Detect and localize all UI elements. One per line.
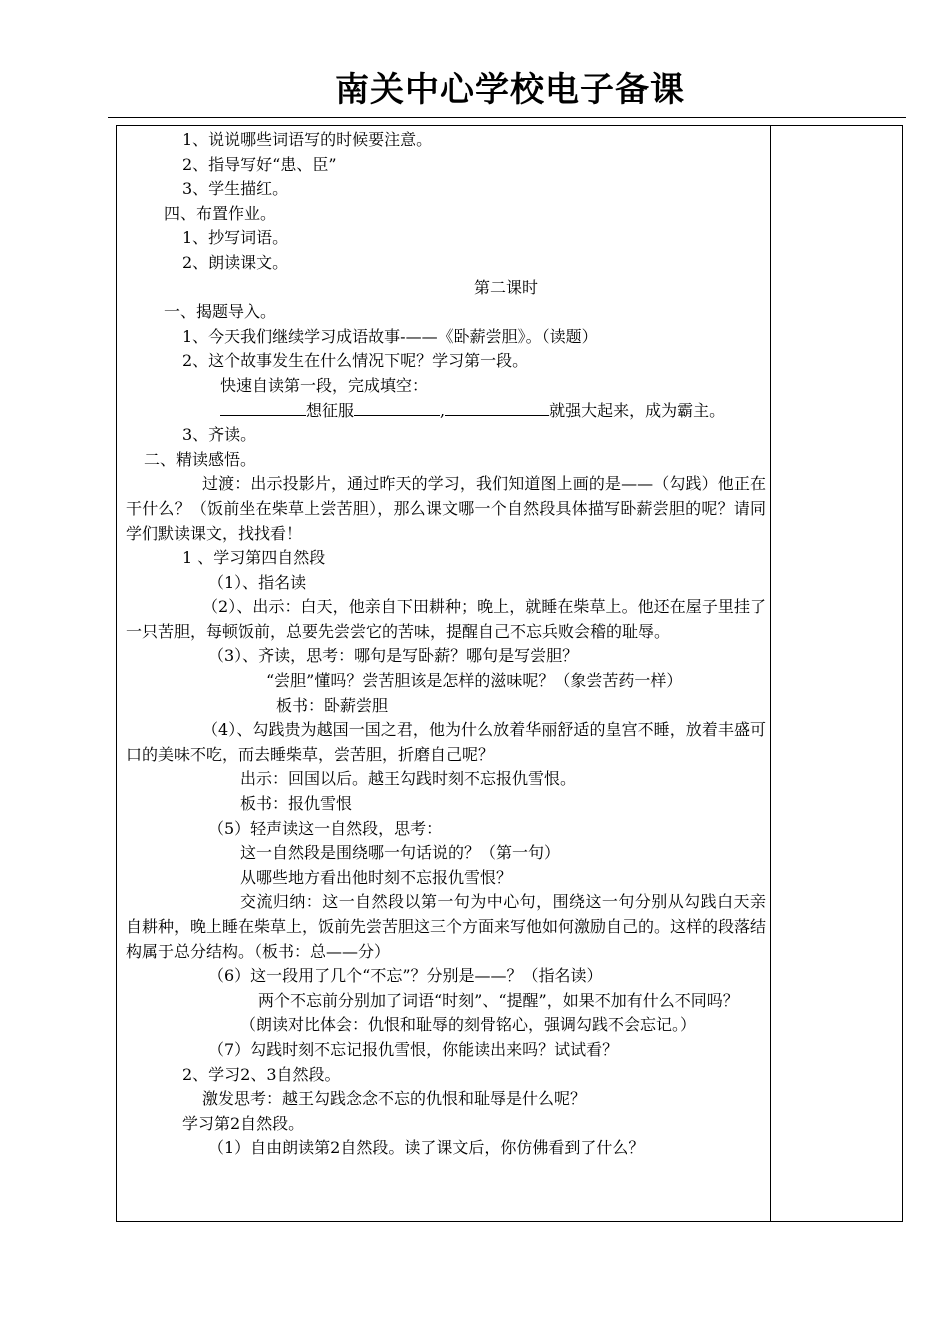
lesson-content [126,128,766,1161]
blank [354,399,440,416]
blank [220,399,306,416]
text-line: 2、学习2、3自然段。 [182,1064,341,1084]
section-heading: 一、揭题导入。 [164,302,277,322]
text-line: 1、抄写词语。 [182,228,289,248]
text-line: 2、指导写好“患、臣” [182,154,337,174]
text-line: 学习第2自然段。 [182,1113,305,1133]
board-note: 板书：报仇雪恨 [240,794,353,814]
page-title: 南关中心学校电子备课 [335,70,685,110]
paragraph: （2）、出示：白天，他亲自下田耕种；晚上，就睡在柴草上。他还在屋子里挂了一只苦胆，每顿饭前，总要先尝尝它的苦味，提醒自己不忘兵败会稽的耻辱。 [126,597,766,641]
column-divider [770,126,771,1221]
text-line: 快速自读第一段，完成填空： [220,375,429,395]
text-line: （3）、齐读，思考：哪句是写卧薪？哪句是写尝胆？ [208,646,579,666]
paragraph: 交流归纳：这一自然段以第一句为中心句，围绕这一句分别从勾践白天亲自耕种，晚上睡在柴草上，饭前先尝苦胆这三个方面来写他如何激励自己的。这样的段落结构属于总分结构。（板书：总——分） [126,892,767,961]
paragraph: （4）、勾践贵为越国一国之君，他为什么放着华丽舒适的皇宫不睡，放着丰盛可口的美味不吃，而去睡柴草，尝苦胆，折磨自己呢？ [126,720,766,764]
section-heading: 二、精读感悟。 [144,449,257,469]
text-line: （7）勾践时刻不忘记报仇雪恨，你能读出来吗？试试看？ [208,1039,619,1059]
lesson-period-heading: 第二课时 [474,277,539,297]
text-line: （1）、指名读 [208,572,307,592]
text-line: 1、今天我们继续学习成语故事-——《卧薪尝胆》。（读题） [182,326,598,346]
text-line: 从哪些地方看出他时刻不忘报仇雪恨？ [240,867,513,887]
blank [445,399,549,416]
text-line: 3、学生描红。 [182,179,289,199]
text-line: 出示：回国以后。越王勾践时刻不忘报仇雪恨。 [240,769,577,789]
text-line: 1 、学习第四自然段 [182,548,326,568]
text-line: 激发思考：越王勾践念念不忘的仇恨和耻辱是什么呢？ [202,1089,587,1109]
text-line: 1、说说哪些词语写的时候要注意。 [182,130,433,149]
text-line: （5）轻声读这一自然段，思考： [208,818,443,838]
board-note: 板书：卧薪尝胆 [276,695,389,715]
paragraph: 过渡：出示投影片，通过昨天的学习，我们知道图上画的是——（勾践）他正在干什么？（饭前坐在柴草上尝苦胆），那么课文哪一个自然段具体描写卧薪尝胆的呢？请同学们默读课文，找找看！ [126,474,766,543]
text-line: （6）这一段用了几个“不忘”？分别是——？（指名读） [208,966,603,986]
fill-in-blank-line: 想征服 , 就强大起来，成为霸主。 [126,399,766,424]
paragraph: 两个不忘前分别加了词语“时刻”、“提醒”，如果不加有什么不同吗？ [258,990,739,1010]
text-line: “尝胆”懂吗？尝苦胆该是怎样的滋味呢？（象尝苦药一样） [266,671,683,691]
header-rule [108,117,906,118]
text-line: 2、朗读课文。 [182,252,289,272]
text-line: （朗读对比体会：仇恨和耻辱的刻骨铭心，强调勾践不会忘记。） [240,1015,697,1035]
section-heading: 四、布置作业。 [164,203,277,223]
text-line: （1）自由朗读第2自然段。读了课文后，你仿佛看到了什么？ [208,1138,645,1158]
text-line: 这一自然段是围绕哪一句话说的？（第一句） [240,843,561,863]
text-line: 3、齐读。 [182,425,257,445]
text-line: 2、这个故事发生在什么情况下呢？学习第一段。 [182,351,529,371]
